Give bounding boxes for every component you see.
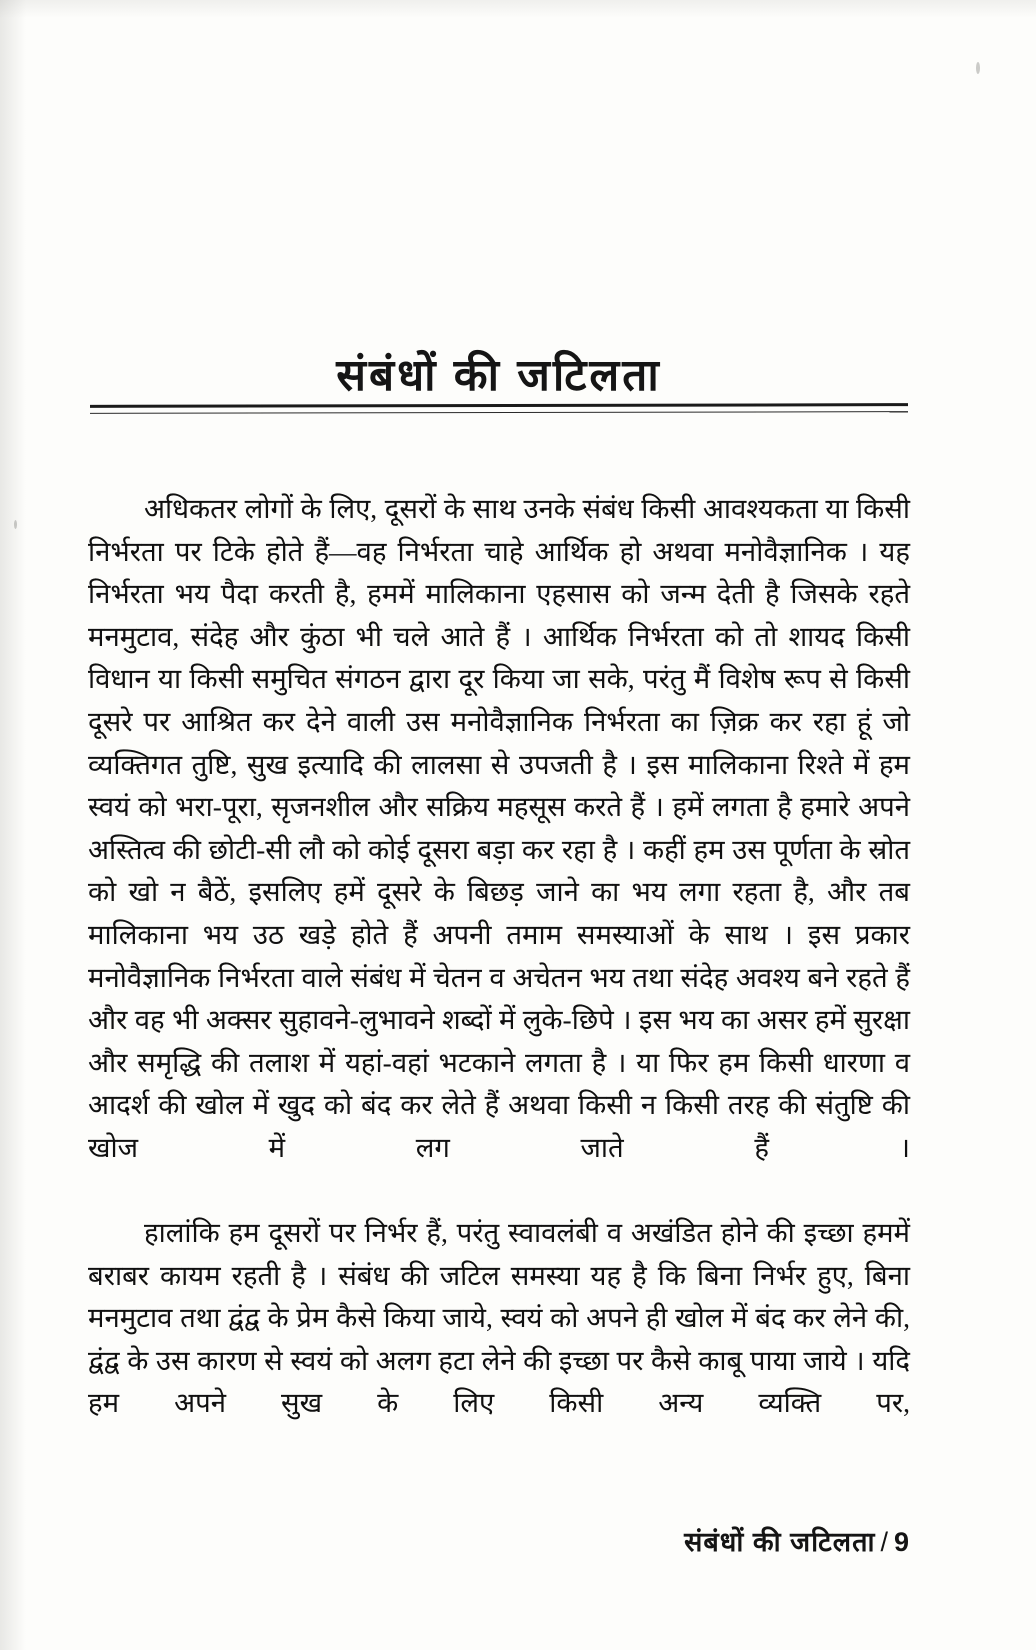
divider-rule-thick <box>90 403 908 408</box>
paragraph: हालांकि हम दूसरों पर निर्भर हैं, परंतु स्वावलंबी व अखंडित होने की इच्छा हममें बराबर कायम रहती है । संबंध की जटिल समस्या यह है कि बिना निर्भर हुए, बिना मनमुटाव तथा द्वंद्व के प्रेम कैसे किया जाये, स्वयं को अपने ही खोल में बंद कर लेने की, द्वंद्व के उस कारण से स्वयं को अलग हटा लेने की इच्छा पर कैसे काबू पाया जाये । यदि हम अपने सुख के लिए किसी अन्य व्यक्ति पर, <box>88 1217 910 1419</box>
divider-rule-thin <box>90 411 908 414</box>
scan-speck <box>14 520 17 529</box>
scan-speck <box>976 62 980 74</box>
footer-page-number: 9 <box>893 1527 910 1557</box>
page-footer <box>88 1522 910 1559</box>
paragraph: अधिकतर लोगों के लिए, दूसरों के साथ उनके संबंध किसी आवश्यकता या किसी निर्भरता पर टिके होते हैं—वह निर्भरता चाहे आर्थिक हो अथवा मनोवैज्ञानिक । यह निर्भरता भय पैदा करती है, हममें मालिकाना एहसास को जन्म देती है जिसके रहते मनमुटाव, संदेह और कुंठा भी चले आते हैं । आर्थिक निर्भरता को तो शायद किसी विधान या किसी समुचित संगठन द्वारा दूर किया जा सके, परंतु मैं विशेष रूप से किसी दूसरे पर आश्रित कर देने वाली उस मनोवैज्ञानिक निर्भरता का ज़िक्र कर रहा हूं जो व्यक्तिगत तुष्टि, सुख इत्यादि की लालसा से उपजती है । इस मालिकाना रिश्ते में हम स्वयं को भरा-पूरा, सृजनशील और सक्रिय महसूस करते हैं । हमें लगता है हमारे अपने अस्तित्व की छोटी-सी लौ को कोई दूसरा बड़ा कर रहा है । कहीं हम उस पूर्णता के स्रोत को खो न बैठें, इसलिए हमें दूसरे के बिछड़ जाने का भय लगा रहता है, और तब मालिकाना भय उठ खड़े होते हैं अपनी तमाम समस्याओं के साथ । इस प्रकार मनोवैज्ञानिक निर्भरता वाले संबंध में चेतन व अचेतन भय तथा संदेह अवश्य बने रहते हैं और वह भी अक्सर सुहावने-लुभावने शब्दों में लुके-छिपे । इस भय का असर हमें सुरक्षा और समृद्धि की तलाश में यहां-वहां भटकाने लगता है । या फिर हम किसी धारणा व आदर्श की खोल में खुद को बंद कर लेते हैं अथवा किसी न किसी तरह की संतुष्टि की खोज में लग जाते हैं । <box>88 493 910 1163</box>
chapter-title: संबंधों की जटिलता <box>336 351 662 401</box>
page-content <box>88 0 910 1650</box>
title-divider <box>90 404 908 413</box>
footer-running-title: संबंधों की जटिलता <box>684 1527 876 1557</box>
scan-shadow-left <box>0 0 26 1650</box>
body-text <box>88 488 910 1468</box>
footer-separator: / <box>880 1527 889 1557</box>
